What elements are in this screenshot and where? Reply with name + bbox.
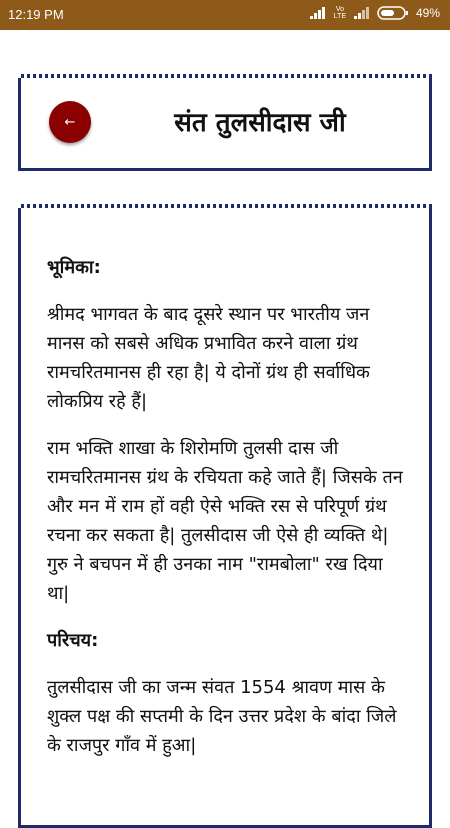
paragraph-3: तुलसीदास जी का जन्म संवत 1554 श्रावण मास के शुक्ल पक्ष की सप्तमी के दिन उत्तर प्रदेश के बांदा जिले के राजपुर गाँव में हुआ| <box>47 677 397 756</box>
content-card[interactable] <box>18 208 432 828</box>
section-heading-intro: भूमिका: <box>47 257 101 278</box>
header-card <box>18 78 432 171</box>
article-content <box>21 208 429 760</box>
page-title: संत तुलसीदास जी <box>174 108 346 138</box>
paragraph-2: राम भक्ति शाखा के शिरोमणि तुलसी दास जी रामचरितमानस ग्रंथ के रचियता कहे जाते हैं| जिसके तन और मन में राम हों वही ऐसे भक्ति रस से परिपूर्ण ग्रंथ रचना कर सकता है| तुलसीदास जी ऐसे ही व्यक्ति थे| गुरु ने बचपन में ही उनका नाम "रामबोला" रख दिया था| <box>47 438 403 604</box>
battery-icon <box>377 6 409 20</box>
volte-icon: Vo LTE <box>333 6 347 20</box>
back-button[interactable] <box>49 101 91 143</box>
status-icons <box>310 6 440 20</box>
signal-icon <box>310 7 326 19</box>
section-heading-bio: परिचय: <box>47 630 99 651</box>
back-arrow-icon: ← <box>64 114 76 130</box>
paragraph-1: श्रीमद भागवत के बाद दूसरे स्थान पर भारतीय जन मानस को सबसे अधिक प्रभावित करने वाला ग्रंथ रामचरितमानस ही रहा है| ये दोनों ग्रंथ ही सर्वाधिक लोकप्रिय रहे हैं| <box>47 304 370 412</box>
status-time: 12:19 PM <box>8 7 64 22</box>
battery-percentage: 49% <box>415 6 440 20</box>
status-bar <box>0 0 450 30</box>
signal-icon-2 <box>354 7 370 19</box>
